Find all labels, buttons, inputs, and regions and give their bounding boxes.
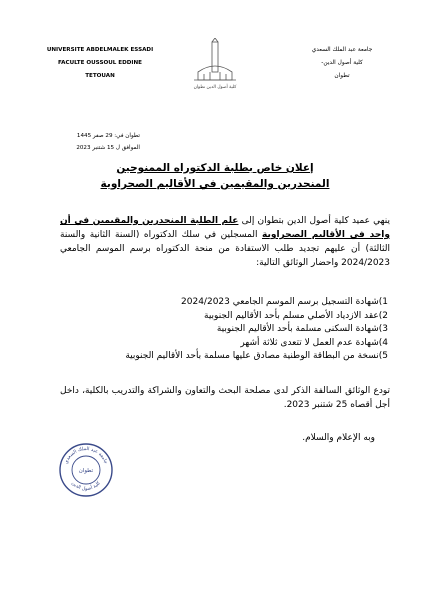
stamp-top-text: جامعة عبد الملك السعدي [64, 446, 108, 465]
arabic-faculty-name: كلية أصول الدين- [321, 60, 363, 66]
hijri-date: تطوان في: 29 صفر 1445 [76, 133, 140, 139]
arabic-city: تطوان [334, 73, 350, 79]
french-university-name: UNIVERSITE ABDELMALEK ESSADI [46, 47, 154, 53]
french-faculty-name: FACULTE OUSSOUL EDDINE [58, 60, 142, 66]
faculty-logo [190, 38, 240, 98]
list-item: 4)شهادة عدم العمل لا تتعدى ثلاثة أشهر [240, 337, 388, 348]
arabic-university-name: جامعة عبد الملك السعدي [311, 47, 373, 53]
title-line-1: إعلان خاص بطلبة الدكتوراه الممنوحين [116, 162, 314, 174]
stamp-bottom-text: كلية أصول الدين [70, 480, 102, 493]
announcement-title [60, 160, 370, 192]
list-item: 1)شهادة التسجيل برسم الموسم الجامعي 2024/2023 [181, 297, 388, 307]
intro-paragraph [60, 214, 390, 270]
french-city: TETOUAN [85, 73, 115, 79]
intro-text-start: ينهي عميد كلية أصول الدين بتطوان إلى [238, 216, 390, 226]
title-line-2: المنحدرين والمقيمين في الأقاليم الصحراوية [100, 178, 330, 190]
list-item: 3)شهادة السكنى مسلمة بأحد الأقاليم الجنوبية [216, 324, 388, 334]
stamp-center-text: تطوان [78, 468, 94, 474]
deadline-paragraph: تودع الوثائق السالفة الذكر لدى مصلحة البحث والتعاون والشراكة والتدريب بالكلية، داخل أجل أقصاه 25 شتنبر 2023. [60, 386, 390, 410]
closing-salutation: وبه الإعلام والسلام. [302, 433, 375, 443]
logo-caption: كلية أصول الدين تطوان [193, 85, 237, 90]
gregorian-date: الموافق ل 15 شتنبر 2023 [76, 145, 140, 151]
intro-emphasis: علم الطلبة المنحدرين والمقيمين في أن واحد في الأقاليم الصحراوية [60, 216, 390, 240]
list-item: 2)عقد الازدياد الأصلي مسلم بأحد الأقاليم الجنوبية [204, 310, 388, 321]
intro-text-end: المسجلين في سلك الدكتوراه (السنة الثانية والسنة الثالثة) أن عليهم تجديد طلب الاستفادة من منحة الدكتوراه برسم الموسم الجامعي 2024/2023 واحضار الوثائق التالية: [60, 230, 390, 268]
list-item: 5)نسخة من البطاقة الوطنية مصادق عليها مسلمة بأحد الأقاليم الجنوبية [125, 351, 388, 361]
required-documents-list [60, 296, 388, 364]
french-header [30, 44, 170, 83]
arabic-header [292, 44, 392, 83]
date-block [70, 130, 140, 154]
official-stamp [58, 442, 114, 498]
